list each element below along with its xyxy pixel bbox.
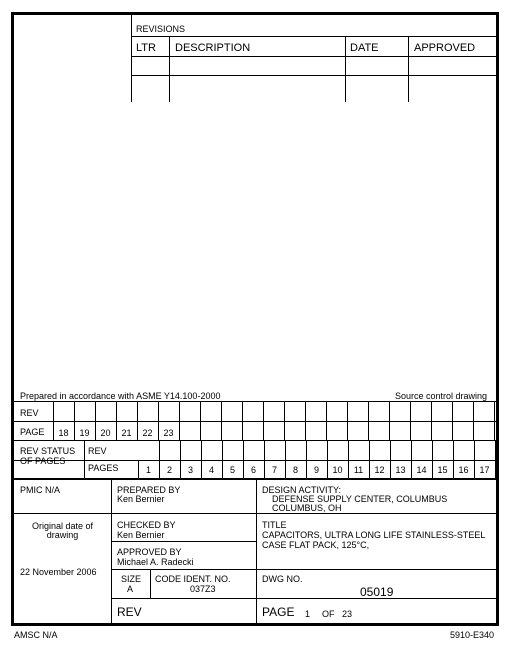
approved-by-name: Michael A. Radecki <box>117 557 194 567</box>
dwg-no-label: DWG NO. <box>262 574 303 584</box>
rev-label-lower: REV <box>88 446 107 456</box>
prepared-by-label: PREPARED BY <box>117 485 181 495</box>
page-label: PAGE <box>20 427 45 437</box>
lower-page-number: 15 <box>437 465 448 475</box>
upper-page-number: 20 <box>100 428 111 438</box>
lower-page-number: 10 <box>332 465 343 475</box>
upper-page-number: 22 <box>142 428 153 438</box>
checked-by-label: CHECKED BY <box>117 520 176 530</box>
lower-page-number: 17 <box>479 465 490 475</box>
upper-page-number: 21 <box>121 428 132 438</box>
original-date-label-line1: Original date of <box>31 521 94 531</box>
lower-page-number: 9 <box>313 465 319 475</box>
lower-page-number: 14 <box>416 465 427 475</box>
page-field-value: 1 <box>305 609 311 619</box>
revisions-col-ltr: LTR <box>136 42 156 54</box>
lower-page-number: 6 <box>250 465 256 475</box>
pmic-label: PMIC N/A <box>20 485 61 495</box>
original-date-value: 22 November 2006 <box>20 567 97 577</box>
code-ident-label: CODE IDENT. NO. <box>155 574 231 584</box>
dwg-no-value: 05019 <box>360 585 394 599</box>
source-control-note: Source control drawing <box>394 391 487 401</box>
footer-left: AMSC N/A <box>14 630 58 640</box>
lower-page-number: 12 <box>374 465 385 475</box>
rev-field-label: REV <box>117 605 142 619</box>
design-activity-line1: DEFENSE SUPPLY CENTER, COLUMBUS <box>272 494 448 504</box>
lower-page-number: 1 <box>145 465 151 475</box>
title-line2: CASE FLAT PACK, 125°C, <box>262 540 370 550</box>
of-value: 23 <box>342 609 353 619</box>
approved-by-label: APPROVED BY <box>117 547 182 557</box>
lower-page-number: 13 <box>395 465 406 475</box>
design-activity-line2: COLUMBUS, OH <box>272 503 342 513</box>
lower-page-number: 16 <box>458 465 469 475</box>
footer-right: 5910-E340 <box>449 630 494 640</box>
lower-page-number: 11 <box>353 465 364 475</box>
lower-page-number: 4 <box>208 465 214 475</box>
of-label: OF <box>322 609 335 619</box>
lower-page-number: 8 <box>292 465 298 475</box>
rev-status-label: REV STATUS <box>20 446 76 456</box>
size-label: SIZE <box>121 574 142 584</box>
page-field-label: PAGE <box>262 605 295 619</box>
original-date-label-line2: drawing <box>46 530 79 540</box>
rev-label: REV <box>20 408 39 418</box>
design-activity-label: DESIGN ACTIVITY: <box>262 485 342 495</box>
code-ident-value: 037Z3 <box>190 584 216 594</box>
size-value: A <box>127 584 134 594</box>
prepared-note: Prepared in accordance with ASME Y14.100-2000 <box>20 391 221 401</box>
checked-by-name: Ken Bernier <box>117 530 165 540</box>
revisions-col-description: DESCRIPTION <box>175 42 251 54</box>
revisions-title: REVISIONS <box>136 24 186 34</box>
pages-label: PAGES <box>88 463 119 473</box>
upper-page-number: 19 <box>79 428 90 438</box>
lower-page-number: 5 <box>229 465 235 475</box>
revisions-col-approved: APPROVED <box>414 42 476 54</box>
title-label: TITLE <box>262 520 287 530</box>
prepared-by-name: Ken Bernier <box>117 494 165 504</box>
upper-page-number: 18 <box>58 428 69 438</box>
revisions-col-date: DATE <box>350 42 379 54</box>
lower-page-number: 3 <box>187 465 193 475</box>
lower-page-number: 7 <box>271 465 277 475</box>
lower-page-number: 2 <box>166 465 172 475</box>
upper-page-number: 23 <box>163 428 174 438</box>
of-pages-label: OF PAGES <box>20 456 66 466</box>
title-line1: CAPACITORS, ULTRA LONG LIFE STAINLESS-STEEL <box>262 530 486 540</box>
